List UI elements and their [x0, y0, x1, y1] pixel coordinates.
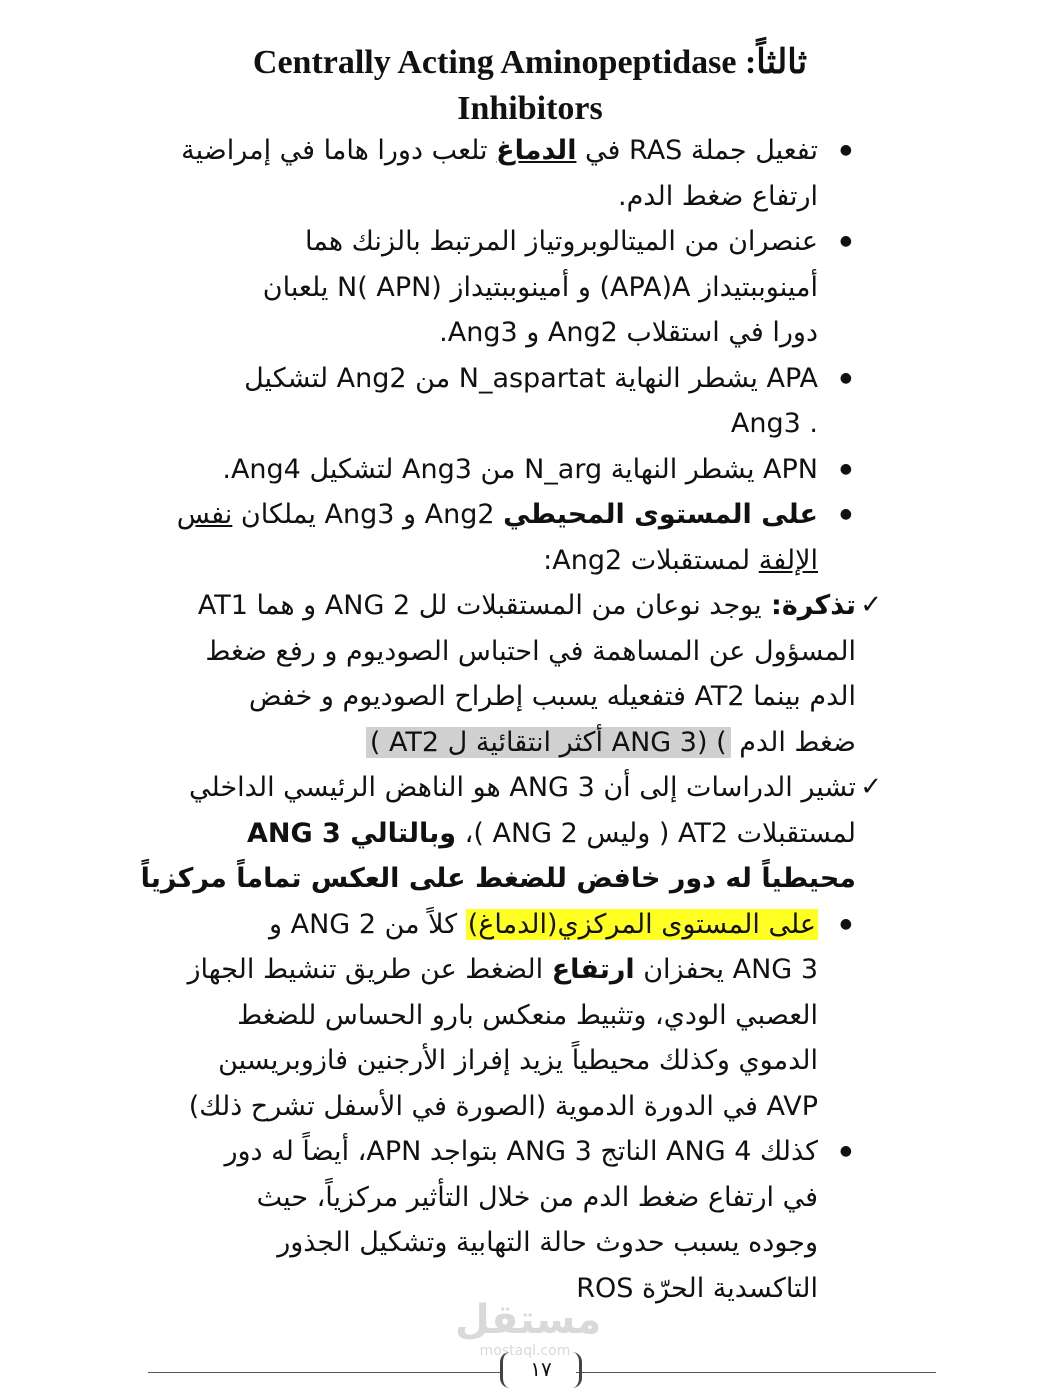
page-title: [160, 40, 900, 132]
emphasis-peripheral: على المستوى المحيطي: [503, 499, 818, 530]
highlight-gray: ) (ANG 3 أكثر انتقائية ل AT2 ): [366, 727, 731, 758]
emphasis-brain: الدماغ: [496, 135, 577, 166]
text-line: وجوده يسبب حدوث حالة التهابية وتشكيل الجذور: [277, 1227, 818, 1258]
page-number: ١٧: [500, 1352, 582, 1388]
text-line: ✓ تذكرة: يوجد نوعان من المستقبلات لل ANG 2 و هما AT1: [197, 590, 856, 621]
text-line: دورا في استقلاب Ang2 و Ang3.: [439, 317, 818, 348]
text-line: في ارتفاع ضغط الدم من خلال التأثير مركزياً، حيث: [256, 1181, 818, 1213]
text-line: ضغط الدم ) (ANG 3 أكثر انتقائية ل AT2 ): [160, 720, 856, 766]
footer-rule-right: [576, 1372, 936, 1373]
text-line: المسؤول عن المساهمة في احتباس الصوديوم و رفع ضغط: [205, 635, 856, 667]
text-line: ● APA يشطر النهاية N_aspartat من Ang2 لتشكيل: [244, 362, 818, 394]
title-line-2: Inhibitors: [457, 90, 603, 127]
checkmark-item: [140, 765, 882, 902]
bullet-item: [160, 128, 850, 219]
bullet-item: [160, 219, 850, 356]
text-line: أمينوببتيداز APA)A) و أمينوببتيداز N( APN) يلعبان: [262, 271, 818, 303]
text-line: التاكسدية الحرّة ROS: [576, 1272, 818, 1304]
bullet-item: [160, 902, 850, 1130]
text-line: ● على المستوى المركزي(الدماغ) كلاً من ANG 2 و: [269, 908, 816, 940]
text-line: محيطياً له دور خافض للضغط على العكس تماماً مركزياً: [140, 863, 856, 894]
text-line: الدم بينما AT2 فتفعيله يسبب إطراح الصوديوم و خفض: [248, 681, 856, 712]
text-line: العصبي الودي، وتثبيط منعكس بارو الحساس للضغط: [237, 999, 818, 1031]
text-line: ANG 3 يحفزان ارتفاع الضغط عن طريق تنشيط الجهاز: [187, 954, 818, 985]
bullet-item: [160, 447, 850, 493]
note-label: تذكرة:: [761, 590, 856, 621]
text-line: ● كذلك ANG 4 الناتج ANG 3 بتواجد APN، أيضاً له دور: [224, 1136, 818, 1167]
text-line: ✓ تشير الدراسات إلى أن ANG 3 هو الناهض الرئيسي الداخلي: [189, 772, 856, 803]
text-line: ● على المستوى المحيطي Ang2 و Ang3 يملكان نفس: [176, 499, 818, 530]
bullet-item: [160, 1129, 850, 1311]
text-line: . Ang3: [730, 408, 818, 439]
watermark-logo: مستقل: [455, 1297, 602, 1343]
text-line: AVP في الدورة الدموية (الصورة في الأسفل تشرح ذلك): [188, 1090, 818, 1122]
bullet-item: [160, 356, 850, 447]
checkmark-item: [160, 583, 882, 765]
text-line: ارتفاع ضغط الدم.: [618, 180, 818, 212]
highlight-yellow: على المستوى المركزي(الدماغ): [467, 908, 816, 940]
title-line-1: Centrally Acting Aminopeptidase :ثالثاً: [252, 44, 808, 81]
text-line: الدموي وكذلك محيطياً يزيد إفراز الأرجنين فازوبريسين: [218, 1045, 818, 1076]
footer-rule-left: [148, 1372, 500, 1373]
watermark-url: mostaql.com: [479, 1343, 571, 1359]
bullet-item: [160, 492, 850, 583]
text-line: ● تفعيل جملة RAS في الدماغ تلعب دورا هاما في إمراضية: [181, 135, 818, 166]
text-line: ● عنصران من الميتالوبروتياز المرتبط بالزنك هما: [305, 226, 818, 257]
text-line: لمستقبلات AT2 ( وليس ANG 2 )، وبالتالي ANG 3: [246, 817, 856, 849]
document-body: [140, 128, 856, 1311]
text-line: ● APN يشطر النهاية N_arg من Ang3 لتشكيل Ang4.: [222, 453, 818, 485]
text-line: الإلفة لمستقبلات Ang2:: [543, 544, 818, 576]
